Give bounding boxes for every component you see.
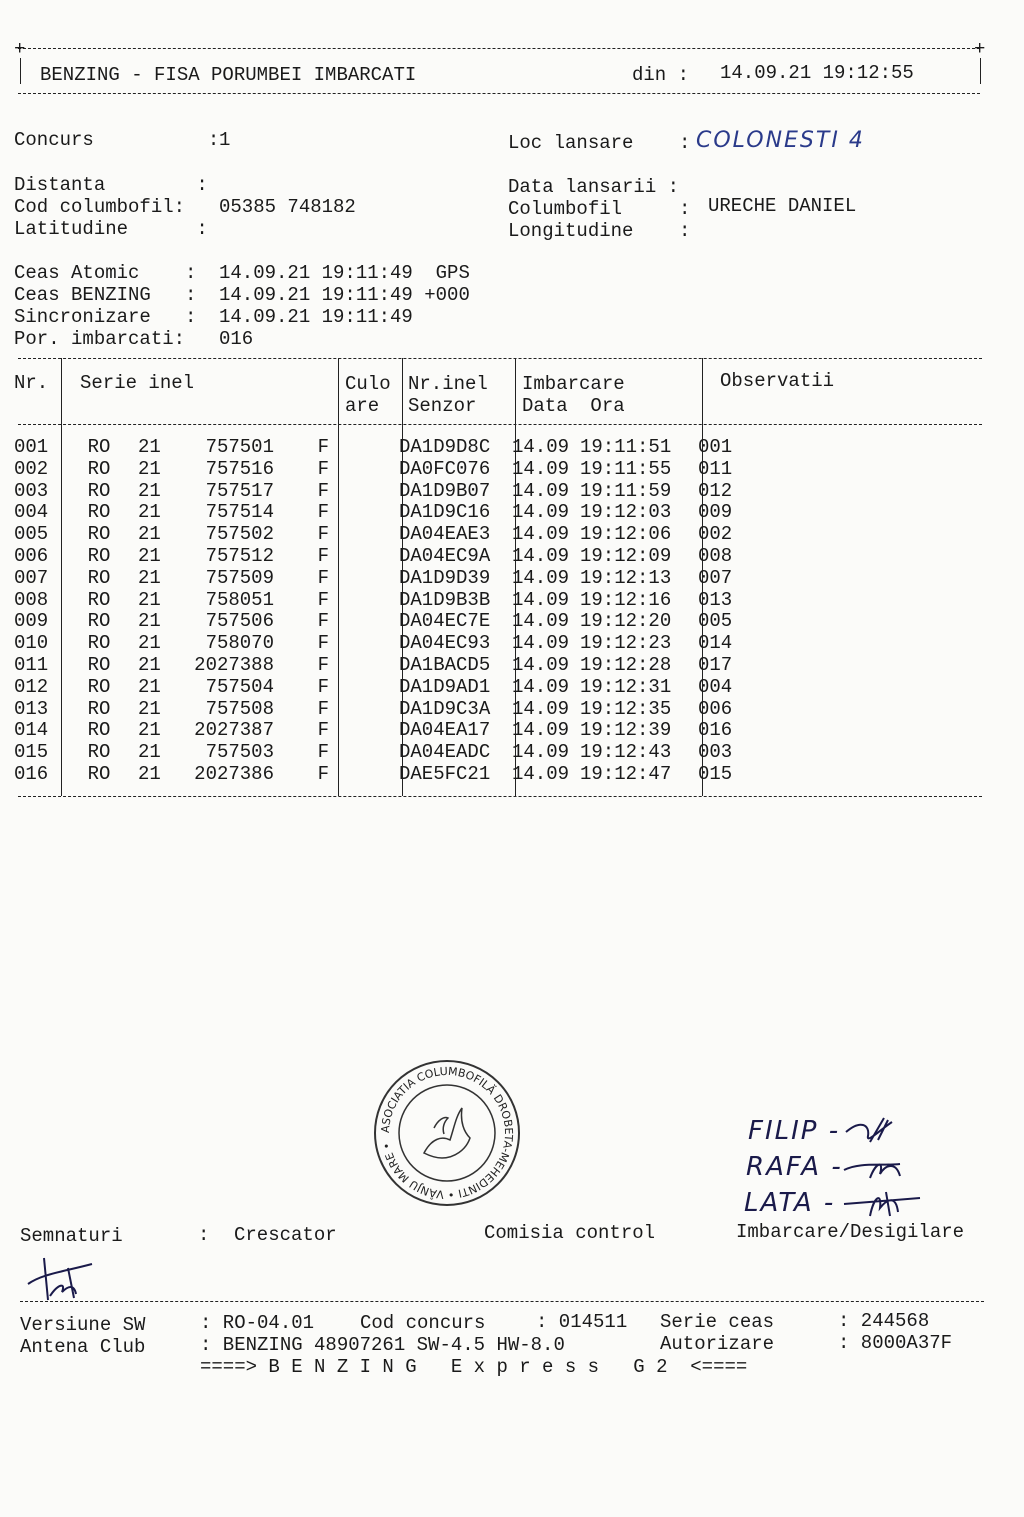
table-bottom-rule	[18, 796, 982, 797]
row-color	[333, 611, 399, 633]
row-sex: F	[317, 741, 329, 764]
row-color	[333, 677, 399, 699]
row-color	[333, 720, 399, 742]
versiune-sw-label: Versiune SW	[20, 1314, 146, 1336]
row-color	[333, 459, 399, 481]
row-observatii: 016	[698, 719, 733, 742]
row-country: RO	[87, 501, 111, 524]
table-row	[14, 546, 818, 568]
table-row	[14, 568, 818, 590]
data-lansarii-label: Data lansarii :	[508, 176, 680, 198]
table-row	[14, 590, 818, 612]
footer-rule	[20, 1301, 984, 1302]
row-country: RO	[87, 719, 111, 742]
row-observatii: 001	[698, 436, 733, 458]
columbofil-label: Columbofil :	[508, 198, 691, 220]
col-imbarcare-header-2: Data Ora	[522, 395, 625, 417]
row-time: 19:12:16	[580, 588, 672, 611]
autorizare-label: Autorizare	[660, 1333, 775, 1355]
row-date: 14.09	[512, 501, 570, 524]
por-imbarcati-label: Por. imbarcati:	[14, 328, 186, 350]
row-ring-number: 757514	[205, 501, 274, 524]
row-color	[333, 524, 399, 546]
row-nr: 001	[14, 436, 49, 458]
crescator-label: Crescator	[234, 1224, 337, 1246]
row-observatii: 002	[698, 523, 733, 546]
sincronizare-label: Sincronizare :	[14, 306, 197, 328]
col-nr-header: Nr.	[14, 372, 49, 394]
handwritten-name-1: FILIP -	[748, 1116, 841, 1146]
columbofil-value: URECHE DANIEL	[708, 195, 857, 217]
dove-icon	[424, 1108, 470, 1158]
row-date: 14.09	[512, 610, 570, 633]
table-row	[14, 502, 818, 524]
row-ring-number: 2027388	[194, 653, 274, 676]
row-nr: 012	[14, 675, 49, 698]
row-ring-number: 757517	[205, 479, 274, 502]
row-nr: 009	[14, 610, 49, 633]
row-sex: F	[317, 697, 329, 720]
row-ring-number: 758070	[205, 632, 274, 655]
col-nrinel-header-2: Senzor	[408, 395, 477, 417]
col-serie-header: Serie inel	[80, 372, 195, 394]
row-nr: 002	[14, 457, 49, 480]
serie-ceas-value: : 244568	[838, 1310, 930, 1332]
row-ring-number: 757504	[205, 675, 274, 698]
crescator-signature	[22, 1248, 112, 1308]
row-year: 21	[138, 436, 161, 458]
row-sensor-ring: DA1BACD5	[399, 653, 491, 676]
row-nr: 006	[14, 544, 49, 567]
row-time: 19:12:31	[580, 675, 672, 698]
handwritten-name-2: RAFA -	[746, 1152, 843, 1182]
col-nrinel-header-1: Nr.inel	[408, 373, 488, 395]
row-country: RO	[87, 741, 111, 764]
table-row	[14, 699, 818, 721]
row-country: RO	[87, 544, 111, 567]
row-year: 21	[138, 610, 161, 633]
row-sensor-ring: DA1D9D8C	[399, 436, 491, 458]
row-date: 14.09	[512, 697, 570, 720]
row-country: RO	[87, 675, 111, 698]
row-observatii: 017	[698, 653, 733, 676]
header-datetime: 14.09.21 19:12:55	[720, 62, 914, 84]
ceas-atomic-value: 14.09.21 19:11:49 GPS	[219, 262, 470, 284]
row-sex: F	[317, 719, 329, 742]
row-color	[333, 655, 399, 677]
table-row	[14, 655, 818, 677]
ceas-benzing-value: 14.09.21 19:11:49 +000	[219, 284, 470, 306]
benzing-express-banner: ====> B E N Z I N G E x p r e s s G 2 <====	[200, 1356, 748, 1378]
table-row	[14, 459, 818, 481]
row-time: 19:12:43	[580, 741, 672, 764]
row-time: 19:12:23	[580, 632, 672, 655]
row-country: RO	[87, 588, 111, 611]
cod-columbofil-label: Cod columbofil:	[14, 196, 186, 218]
row-sensor-ring: DA04EC93	[399, 632, 491, 655]
row-observatii: 007	[698, 566, 733, 589]
row-year: 21	[138, 479, 161, 502]
row-time: 19:12:13	[580, 566, 672, 589]
row-observatii: 009	[698, 501, 733, 524]
cod-concurs-label: Cod concurs	[360, 1312, 486, 1334]
antena-club-value: : BENZING 48907261 SW-4.5 HW-8.0	[200, 1334, 565, 1356]
row-date: 14.09	[512, 523, 570, 546]
autorizare-value: : 8000A37F	[838, 1332, 953, 1354]
table-row	[14, 764, 818, 786]
row-date: 14.09	[512, 566, 570, 589]
distanta-label: Distanta :	[14, 174, 208, 196]
row-ring-number: 757508	[205, 697, 274, 720]
row-nr: 014	[14, 719, 49, 742]
table-row	[14, 677, 818, 699]
row-year: 21	[138, 653, 161, 676]
row-sex: F	[317, 762, 329, 785]
row-country: RO	[87, 523, 111, 546]
row-sex: F	[317, 501, 329, 524]
table-row	[14, 720, 818, 742]
row-date: 14.09	[512, 741, 570, 764]
row-sex: F	[317, 457, 329, 480]
row-date: 14.09	[512, 544, 570, 567]
header-corner-left: +	[14, 38, 26, 60]
row-observatii: 005	[698, 610, 733, 633]
row-time: 19:12:06	[580, 523, 672, 546]
row-time: 19:12:35	[580, 697, 672, 720]
row-country: RO	[87, 479, 111, 502]
row-date: 14.09	[512, 588, 570, 611]
row-nr: 013	[14, 697, 49, 720]
row-sex: F	[317, 566, 329, 589]
row-color	[333, 633, 399, 655]
concurs-label: Concurs :	[14, 129, 220, 151]
col-imbarcare-header-1: Imbarcare	[522, 373, 625, 395]
longitudine-label: Longitudine :	[508, 220, 691, 242]
row-sensor-ring: DA04EC9A	[399, 544, 491, 567]
row-sensor-ring: DA1D9C16	[399, 501, 491, 524]
row-sex: F	[317, 523, 329, 546]
header-din-label: din :	[632, 64, 690, 86]
row-sensor-ring: DA04EC7E	[399, 610, 491, 633]
row-year: 21	[138, 566, 161, 589]
row-ring-number: 757501	[205, 436, 274, 458]
row-time: 19:12:20	[580, 610, 672, 633]
sincronizare-value: 14.09.21 19:11:49	[219, 306, 413, 328]
association-stamp	[372, 1058, 522, 1208]
row-date: 14.09	[512, 632, 570, 655]
table-row	[14, 437, 818, 459]
row-nr: 005	[14, 523, 49, 546]
row-year: 21	[138, 457, 161, 480]
row-time: 19:12:28	[580, 653, 672, 676]
ceas-atomic-label: Ceas Atomic :	[14, 262, 197, 284]
por-imbarcati-value: 016	[219, 328, 254, 350]
row-nr: 004	[14, 501, 49, 524]
table-row	[14, 481, 818, 503]
row-ring-number: 757512	[205, 544, 274, 567]
table-row	[14, 742, 818, 764]
row-observatii: 011	[698, 457, 733, 480]
row-year: 21	[138, 544, 161, 567]
comisia-control-label: Comisia control	[484, 1222, 656, 1244]
handwritten-signatures	[840, 1112, 920, 1222]
row-ring-number: 757503	[205, 741, 274, 764]
row-observatii: 015	[698, 762, 733, 785]
row-time: 19:11:59	[580, 479, 672, 502]
col-observatii-header: Observatii	[720, 370, 835, 392]
row-color	[333, 568, 399, 590]
table-row	[14, 611, 818, 633]
row-country: RO	[87, 653, 111, 676]
row-country: RO	[87, 762, 111, 785]
row-date: 14.09	[512, 653, 570, 676]
header-title: BENZING - FISA PORUMBEI IMBARCATI	[40, 64, 417, 86]
row-color	[333, 590, 399, 612]
row-observatii: 013	[698, 588, 733, 611]
row-time: 19:11:55	[580, 457, 672, 480]
row-date: 14.09	[512, 457, 570, 480]
antena-club-label: Antena Club	[20, 1336, 146, 1358]
row-sex: F	[317, 588, 329, 611]
row-observatii: 003	[698, 741, 733, 764]
row-country: RO	[87, 457, 111, 480]
row-observatii: 006	[698, 697, 733, 720]
row-color	[333, 546, 399, 568]
row-nr: 016	[14, 762, 49, 785]
latitudine-label: Latitudine :	[14, 218, 208, 240]
row-sex: F	[317, 610, 329, 633]
row-ring-number: 2027387	[194, 719, 274, 742]
table-row	[14, 633, 818, 655]
row-nr: 011	[14, 653, 49, 676]
row-date: 14.09	[512, 675, 570, 698]
handwritten-name-3: LATA -	[744, 1188, 836, 1218]
row-year: 21	[138, 741, 161, 764]
row-sensor-ring: DA1D9D39	[399, 566, 491, 589]
semnaturi-label: Semnaturi	[20, 1225, 123, 1247]
row-sensor-ring: DAE5FC21	[399, 762, 491, 785]
row-ring-number: 758051	[205, 588, 274, 611]
col-culoare-header-2: are	[345, 395, 380, 417]
ceas-benzing-label: Ceas BENZING :	[14, 284, 197, 306]
row-observatii: 008	[698, 544, 733, 567]
stamp-text: ASOCIATIA COLUMBOFILĂ DROBETA-MEHEDINTI • VÂNJU MARE •	[378, 1064, 516, 1202]
header-bottom-rule	[18, 93, 980, 94]
row-ring-number: 757502	[205, 523, 274, 546]
loc-lansare-value: COLONESTI 4	[696, 128, 865, 153]
row-sex: F	[317, 544, 329, 567]
row-year: 21	[138, 632, 161, 655]
row-date: 14.09	[512, 479, 570, 502]
row-sensor-ring: DA0FC076	[399, 457, 491, 480]
row-year: 21	[138, 697, 161, 720]
row-color	[333, 699, 399, 721]
table-header-rule	[18, 424, 982, 425]
row-date: 14.09	[512, 719, 570, 742]
row-ring-number: 757509	[205, 566, 274, 589]
row-country: RO	[87, 697, 111, 720]
row-observatii: 012	[698, 479, 733, 502]
semnaturi-colon: :	[198, 1224, 210, 1246]
row-year: 21	[138, 719, 161, 742]
row-year: 21	[138, 762, 161, 785]
table-row	[14, 524, 818, 546]
row-nr: 010	[14, 632, 49, 655]
header-right-bar	[980, 58, 981, 84]
row-time: 19:12:09	[580, 544, 672, 567]
header-top-rule	[18, 48, 980, 49]
col-culoare-header-1: Culo	[345, 373, 391, 395]
row-year: 21	[138, 501, 161, 524]
row-nr: 015	[14, 741, 49, 764]
row-time: 19:11:51	[580, 436, 672, 458]
row-sensor-ring: DA1D9C3A	[399, 697, 491, 720]
row-sensor-ring: DA1D9B07	[399, 479, 491, 502]
cod-concurs-value: : 014511	[536, 1311, 628, 1333]
row-sex: F	[317, 653, 329, 676]
imbarcare-desigilare-label: Imbarcare/Desigilare	[736, 1221, 965, 1243]
row-color	[333, 742, 399, 764]
concurs-value: 1	[219, 129, 231, 151]
serie-ceas-label: Serie ceas	[660, 1311, 775, 1333]
row-sex: F	[317, 632, 329, 655]
header-corner-right: +	[974, 38, 986, 60]
row-sensor-ring: DA04EAE3	[399, 523, 491, 546]
row-sex: F	[317, 675, 329, 698]
row-ring-number: 757516	[205, 457, 274, 480]
row-country: RO	[87, 610, 111, 633]
row-date: 14.09	[512, 762, 570, 785]
row-year: 21	[138, 523, 161, 546]
row-country: RO	[87, 436, 111, 458]
row-color	[333, 437, 399, 459]
row-ring-number: 2027386	[194, 762, 274, 785]
row-color	[333, 502, 399, 524]
row-ring-number: 757506	[205, 610, 274, 633]
row-time: 19:12:03	[580, 501, 672, 524]
row-observatii: 014	[698, 632, 733, 655]
row-year: 21	[138, 675, 161, 698]
row-time: 19:12:47	[580, 762, 672, 785]
pigeon-table	[14, 437, 818, 786]
versiune-sw-value: : RO-04.01	[200, 1312, 315, 1334]
loc-lansare-label: Loc lansare :	[508, 132, 691, 154]
row-country: RO	[87, 632, 111, 655]
cod-columbofil-value: 05385 748182	[219, 196, 356, 218]
table-top-rule	[18, 358, 982, 359]
row-nr: 008	[14, 588, 49, 611]
row-sex: F	[317, 479, 329, 502]
row-color	[333, 481, 399, 503]
row-sensor-ring: DA04EADC	[399, 741, 491, 764]
row-sensor-ring: DA04EA17	[399, 719, 491, 742]
row-nr: 007	[14, 566, 49, 589]
row-observatii: 004	[698, 675, 733, 698]
row-color	[333, 764, 399, 786]
header-left-bar	[20, 58, 21, 84]
row-sensor-ring: DA1D9AD1	[399, 675, 491, 698]
row-year: 21	[138, 588, 161, 611]
row-sex: F	[317, 436, 329, 458]
row-country: RO	[87, 566, 111, 589]
row-date: 14.09	[512, 436, 570, 458]
row-time: 19:12:39	[580, 719, 672, 742]
row-nr: 003	[14, 479, 49, 502]
row-sensor-ring: DA1D9B3B	[399, 588, 491, 611]
